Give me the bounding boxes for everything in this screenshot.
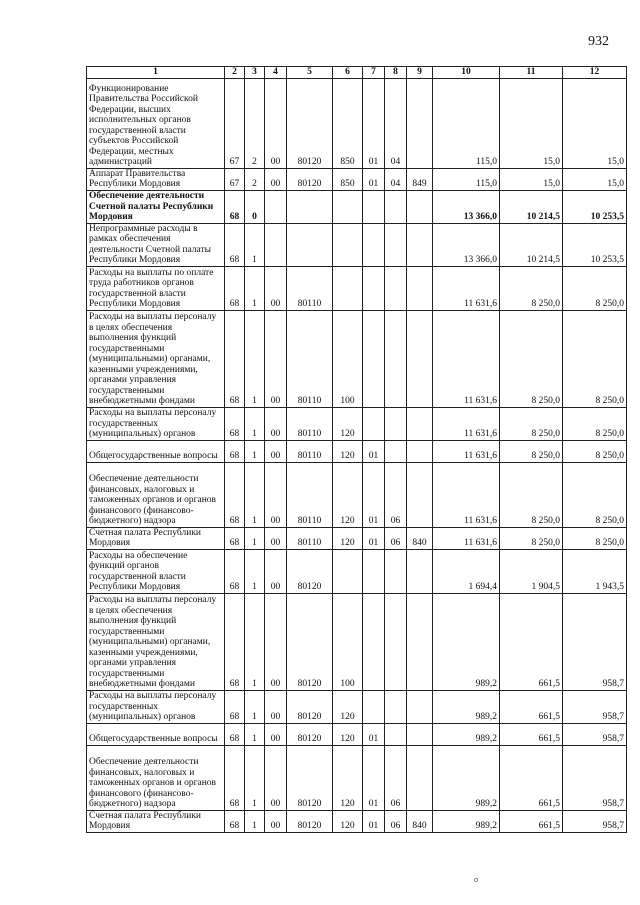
code-col-2: 68	[225, 723, 245, 745]
row-name: Непрограммные расходы в рамках обеспечения деятельности Счетной палаты Республики Мордовия	[87, 223, 225, 266]
table-row	[87, 810, 627, 832]
table-row	[87, 527, 627, 549]
amount-col-10: 13 366,0	[433, 223, 500, 266]
amount-col-11: 8 250,0	[500, 310, 563, 407]
code-col-6: 120	[333, 527, 363, 549]
code-col-8	[385, 549, 407, 593]
code-col-6: 120	[333, 690, 363, 723]
code-col-2: 68	[225, 310, 245, 407]
code-col-6	[333, 266, 363, 310]
code-col-7: 01	[363, 168, 385, 190]
column-header-1: 1	[87, 67, 225, 79]
row-name: Обеспечение деятельности Счетной палаты Республики Мордовия	[87, 190, 225, 223]
code-col-7	[363, 190, 385, 223]
footer-mark: σ	[474, 875, 479, 884]
code-col-5: 80120	[287, 168, 333, 190]
amount-col-10: 989,2	[433, 593, 500, 690]
code-col-7: 01	[363, 745, 385, 810]
amount-col-11: 661,5	[500, 723, 563, 745]
table-row	[87, 190, 627, 223]
column-header-8: 8	[385, 67, 407, 79]
row-name: Аппарат Правительства Республики Мордовия	[87, 168, 225, 190]
code-col-4: 00	[265, 723, 287, 745]
amount-col-12: 8 250,0	[563, 310, 627, 407]
code-col-9	[407, 266, 433, 310]
code-col-4: 00	[265, 690, 287, 723]
amount-col-10: 989,2	[433, 810, 500, 832]
code-col-7	[363, 310, 385, 407]
amount-col-10: 11 631,6	[433, 266, 500, 310]
code-col-6	[333, 190, 363, 223]
amount-col-12: 8 250,0	[563, 527, 627, 549]
amount-col-12: 10 253,5	[563, 223, 627, 266]
row-name: Общегосударственные вопросы	[87, 723, 225, 745]
code-col-8: 04	[385, 78, 407, 168]
amount-col-10: 989,2	[433, 745, 500, 810]
code-col-8	[385, 190, 407, 223]
code-col-2: 68	[225, 690, 245, 723]
code-col-9: 849	[407, 168, 433, 190]
amount-col-11: 8 250,0	[500, 462, 563, 527]
amount-col-10: 11 631,6	[433, 527, 500, 549]
code-col-7	[363, 549, 385, 593]
amount-col-12: 958,7	[563, 745, 627, 810]
page-number: 932	[588, 34, 609, 49]
code-col-7: 01	[363, 440, 385, 462]
code-col-4: 00	[265, 440, 287, 462]
code-col-5: 80120	[287, 690, 333, 723]
row-name: Расходы на выплаты персоналу в целях обеспечения выполнения функций государственными (муниципальными) органами, казенными учреждениями, органами управления государственными внебюджетными фондами	[87, 310, 225, 407]
code-col-5: 80120	[287, 810, 333, 832]
code-col-6: 850	[333, 168, 363, 190]
column-header-9: 9	[407, 67, 433, 79]
row-name: Расходы на выплаты персоналу государственных (муниципальных) органов	[87, 690, 225, 723]
table-row	[87, 168, 627, 190]
amount-col-10: 11 631,6	[433, 440, 500, 462]
code-col-2: 67	[225, 168, 245, 190]
code-col-7: 01	[363, 723, 385, 745]
code-col-3: 1	[245, 593, 265, 690]
code-col-2: 68	[225, 745, 245, 810]
amount-col-12: 8 250,0	[563, 266, 627, 310]
code-col-3: 1	[245, 266, 265, 310]
row-name: Счетная палата Республики Мордовия	[87, 527, 225, 549]
code-col-8	[385, 723, 407, 745]
code-col-5	[287, 223, 333, 266]
amount-col-11: 8 250,0	[500, 266, 563, 310]
column-header-10: 10	[433, 67, 500, 79]
code-col-9: 840	[407, 527, 433, 549]
table-row	[87, 745, 627, 810]
code-col-9	[407, 190, 433, 223]
code-col-5: 80110	[287, 440, 333, 462]
amount-col-12: 15,0	[563, 78, 627, 168]
code-col-9	[407, 593, 433, 690]
code-col-3: 1	[245, 549, 265, 593]
amount-col-10: 11 631,6	[433, 310, 500, 407]
code-col-4: 00	[265, 527, 287, 549]
code-col-3: 1	[245, 223, 265, 266]
code-col-8	[385, 407, 407, 440]
code-col-6: 120	[333, 440, 363, 462]
table-row	[87, 78, 627, 168]
code-col-8	[385, 690, 407, 723]
table-row	[87, 723, 627, 745]
table-row	[87, 593, 627, 690]
code-col-4: 00	[265, 810, 287, 832]
amount-col-12: 958,7	[563, 723, 627, 745]
code-col-9	[407, 745, 433, 810]
column-header-11: 11	[500, 67, 563, 79]
code-col-5: 80110	[287, 310, 333, 407]
code-col-9	[407, 690, 433, 723]
code-col-5: 80120	[287, 723, 333, 745]
row-name: Функционирование Правительства Российской Федерации, высших исполнительных органов государственной власти субъектов Российской Федерации, местных администраций	[87, 78, 225, 168]
code-col-7: 01	[363, 527, 385, 549]
amount-col-11: 8 250,0	[500, 407, 563, 440]
code-col-7	[363, 690, 385, 723]
column-header-7: 7	[363, 67, 385, 79]
code-col-4: 00	[265, 266, 287, 310]
code-col-9	[407, 462, 433, 527]
code-col-7	[363, 223, 385, 266]
amount-col-12: 958,7	[563, 810, 627, 832]
code-col-6: 120	[333, 810, 363, 832]
code-col-8: 06	[385, 462, 407, 527]
amount-col-12: 8 250,0	[563, 462, 627, 527]
amount-col-10: 989,2	[433, 690, 500, 723]
table-body	[87, 78, 627, 832]
amount-col-10: 989,2	[433, 723, 500, 745]
code-col-8	[385, 223, 407, 266]
row-name: Расходы на выплаты персоналу в целях обеспечения выполнения функций государственными (муниципальными) органами, казенными учреждениями, органами управления государственными внебюджетными фондами	[87, 593, 225, 690]
code-col-7	[363, 593, 385, 690]
code-col-5: 80120	[287, 593, 333, 690]
amount-col-10: 11 631,6	[433, 407, 500, 440]
code-col-7	[363, 407, 385, 440]
table-row	[87, 407, 627, 440]
code-col-9	[407, 78, 433, 168]
table-row	[87, 310, 627, 407]
code-col-5: 80120	[287, 78, 333, 168]
code-col-5	[287, 190, 333, 223]
amount-col-12: 958,7	[563, 690, 627, 723]
row-name: Расходы на обеспечение функций органов государственной власти Республики Мордовия	[87, 549, 225, 593]
amount-col-12: 1 943,5	[563, 549, 627, 593]
code-col-2: 68	[225, 407, 245, 440]
table-row	[87, 223, 627, 266]
amount-col-11: 15,0	[500, 78, 563, 168]
amount-col-10: 1 694,4	[433, 549, 500, 593]
row-name: Счетная палата Республики Мордовия	[87, 810, 225, 832]
code-col-8: 06	[385, 527, 407, 549]
amount-col-12: 958,7	[563, 593, 627, 690]
code-col-3: 1	[245, 527, 265, 549]
code-col-4: 00	[265, 593, 287, 690]
code-col-9: 840	[407, 810, 433, 832]
code-col-9	[407, 723, 433, 745]
code-col-3: 2	[245, 78, 265, 168]
code-col-2: 68	[225, 190, 245, 223]
code-col-4	[265, 190, 287, 223]
code-col-8: 06	[385, 810, 407, 832]
column-header-6: 6	[333, 67, 363, 79]
code-col-6: 850	[333, 78, 363, 168]
code-col-9	[407, 310, 433, 407]
row-name: Расходы на выплаты по оплате труда работников органов государственной власти Республики Мордовия	[87, 266, 225, 310]
amount-col-11: 10 214,5	[500, 223, 563, 266]
code-col-5: 80110	[287, 407, 333, 440]
code-col-8	[385, 310, 407, 407]
code-col-2: 67	[225, 78, 245, 168]
code-col-3: 1	[245, 462, 265, 527]
row-name: Расходы на выплаты персоналу государственных (муниципальных) органов	[87, 407, 225, 440]
code-col-6: 120	[333, 462, 363, 527]
code-col-4: 00	[265, 745, 287, 810]
code-col-7: 01	[363, 810, 385, 832]
amount-col-11: 661,5	[500, 745, 563, 810]
amount-col-10: 115,0	[433, 78, 500, 168]
code-col-8: 04	[385, 168, 407, 190]
table-row	[87, 462, 627, 527]
row-name: Обеспечение деятельности финансовых, налоговых и таможенных органов и органов финансового (финансово-бюджетного) надзора	[87, 745, 225, 810]
amount-col-11: 661,5	[500, 690, 563, 723]
code-col-5: 80110	[287, 527, 333, 549]
code-col-3: 2	[245, 168, 265, 190]
code-col-6: 100	[333, 593, 363, 690]
amount-col-11: 1 904,5	[500, 549, 563, 593]
code-col-6: 100	[333, 310, 363, 407]
row-name: Обеспечение деятельности финансовых, налоговых и таможенных органов и органов финансового (финансово-бюджетного) надзора	[87, 462, 225, 527]
code-col-4: 00	[265, 407, 287, 440]
amount-col-12: 15,0	[563, 168, 627, 190]
code-col-6: 120	[333, 407, 363, 440]
amount-col-11: 15,0	[500, 168, 563, 190]
code-col-7: 01	[363, 462, 385, 527]
code-col-4: 00	[265, 310, 287, 407]
code-col-9	[407, 223, 433, 266]
amount-col-11: 661,5	[500, 593, 563, 690]
code-col-6: 120	[333, 745, 363, 810]
code-col-3: 1	[245, 723, 265, 745]
amount-col-11: 661,5	[500, 810, 563, 832]
code-col-4	[265, 223, 287, 266]
amount-col-10: 13 366,0	[433, 190, 500, 223]
code-col-2: 68	[225, 527, 245, 549]
code-col-2: 68	[225, 462, 245, 527]
code-col-8	[385, 266, 407, 310]
code-col-3: 1	[245, 407, 265, 440]
code-col-5: 80110	[287, 462, 333, 527]
code-col-3: 0	[245, 190, 265, 223]
column-header-4: 4	[265, 67, 287, 79]
code-col-3: 1	[245, 745, 265, 810]
table-row	[87, 440, 627, 462]
code-col-2: 68	[225, 810, 245, 832]
code-col-5: 80110	[287, 266, 333, 310]
code-col-6: 120	[333, 723, 363, 745]
code-col-8: 06	[385, 745, 407, 810]
table-row	[87, 549, 627, 593]
code-col-3: 1	[245, 440, 265, 462]
amount-col-12: 8 250,0	[563, 407, 627, 440]
amount-col-11: 10 214,5	[500, 190, 563, 223]
amount-col-10: 115,0	[433, 168, 500, 190]
code-col-2: 68	[225, 223, 245, 266]
column-header-12: 12	[563, 67, 627, 79]
code-col-3: 1	[245, 690, 265, 723]
amount-col-11: 8 250,0	[500, 527, 563, 549]
amount-col-10: 11 631,6	[433, 462, 500, 527]
amount-col-11: 8 250,0	[500, 440, 563, 462]
code-col-4: 00	[265, 549, 287, 593]
code-col-4: 00	[265, 168, 287, 190]
code-col-3: 1	[245, 310, 265, 407]
code-col-2: 68	[225, 549, 245, 593]
amount-col-12: 10 253,5	[563, 190, 627, 223]
code-col-5: 80120	[287, 549, 333, 593]
code-col-4: 00	[265, 462, 287, 527]
amount-col-12: 8 250,0	[563, 440, 627, 462]
column-header-3: 3	[245, 67, 265, 79]
code-col-9	[407, 407, 433, 440]
code-col-7: 01	[363, 78, 385, 168]
code-col-3: 1	[245, 810, 265, 832]
budget-table	[86, 66, 627, 833]
code-col-7	[363, 266, 385, 310]
code-col-2: 68	[225, 440, 245, 462]
code-col-8	[385, 440, 407, 462]
row-name: Общегосударственные вопросы	[87, 440, 225, 462]
code-col-8	[385, 593, 407, 690]
table-header-row	[87, 67, 627, 79]
table-row	[87, 266, 627, 310]
code-col-2: 68	[225, 266, 245, 310]
column-header-5: 5	[287, 67, 333, 79]
code-col-9	[407, 549, 433, 593]
code-col-2: 68	[225, 593, 245, 690]
code-col-4: 00	[265, 78, 287, 168]
column-header-2: 2	[225, 67, 245, 79]
code-col-5: 80120	[287, 745, 333, 810]
code-col-6	[333, 223, 363, 266]
table-row	[87, 690, 627, 723]
code-col-6	[333, 549, 363, 593]
code-col-9	[407, 440, 433, 462]
